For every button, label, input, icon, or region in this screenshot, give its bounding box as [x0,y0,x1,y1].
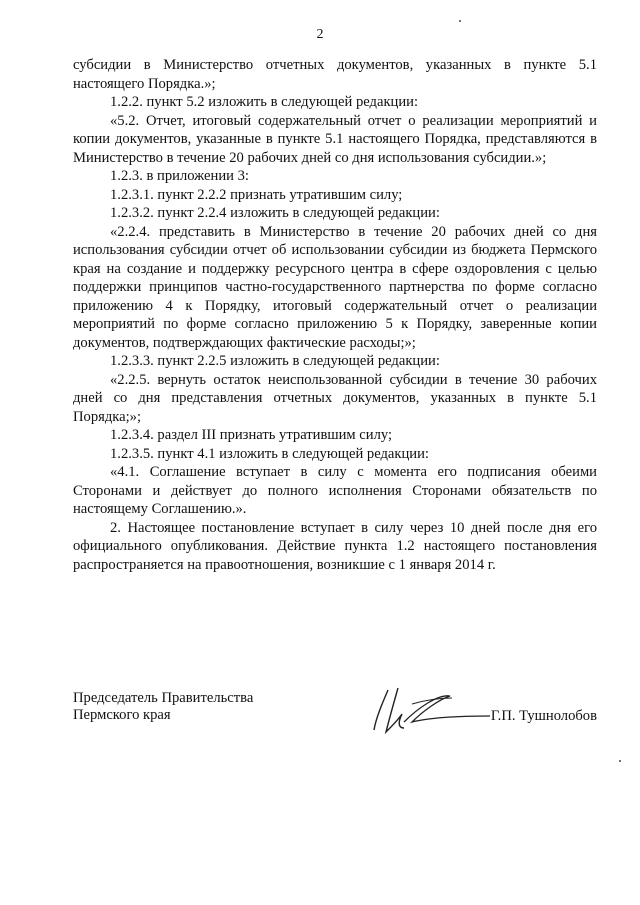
paragraph: 1.2.3.3. пункт 2.2.5 изложить в следующей редакции: [110,353,440,369]
scan-speck [459,20,461,22]
paragraph: 1.2.3. в приложении 3: [110,168,249,184]
scan-speck [619,760,621,762]
paragraph: «2.2.5. вернуть остаток неиспользованной субсидии в течение 30 рабочих дней со дня представления отчетных документов, указанных в пункте 5.1 Порядка;»; [73,371,597,425]
paragraph: 1.2.3.1. пункт 2.2.2 признать утратившим силу; [110,186,403,203]
paragraph: «5.2. Отчет, итоговый содержательный отчет о реализации мероприятий и копии документов, указанные в пункте 5.1 настоящего Порядка, представляются в Министерство в течение 20 рабочих дней со дня использования субсидии.»; [73,112,597,166]
paragraph: «4.1. Соглашение вступает в силу с момента его подписания обеими Сторонами и действует до полного исполнения Сторонами обязательств по настоящему Соглашению.». [73,464,597,517]
paragraph: 1.2.2. пункт 5.2 изложить в следующей редакции: [110,94,419,110]
paragraph: 1.2.3.2. пункт 2.2.4 изложить в следующей редакции: [110,205,440,221]
handwritten-signature [368,682,493,737]
signatory-name: Г.П. Тушнолобов [490,708,597,724]
paragraph: 1.2.3.5. пункт 4.1 изложить в следующей редакции: [110,445,429,462]
page-number: 2 [316,27,324,42]
signatory-title-line-1: Председатель Правительства [73,690,254,706]
paragraph: 2. Настоящее постановление вступает в силу через 10 дней после дня его официального опубликования. Действие пункта 1.2 настоящего постановления распространяется на правоотношения, возникшие с 1 января 2014 г. [73,519,597,573]
paragraph: «2.2.4. представить в Министерство в течение 20 рабочих дней со дня использования субсидии отчет об использовании субсидии из бюджета Пермского края на создание и поддержку ресурсного центра в сфере оздоровления с целью поддержки принципов частно-государственного партнерства по форме согласно приложению 4 к Порядку, итоговый содержательный отчет о реализации мероприятий по форме согласно приложению 5 к Порядку, заверенные копии документов, подтверждающих фактические расходы;»; [73,223,597,351]
document-body [73,56,597,574]
paragraph: 1.2.3.4. раздел III признать утратившим силу; [110,427,393,443]
signatory-title-line-2: Пермского края [73,707,171,723]
signature-block [73,690,597,740]
paragraph: субсидии в Министерство отчетных документов, указанных в пункте 5.1 настоящего Порядка.»; [73,57,597,92]
signatory-title [73,690,253,724]
